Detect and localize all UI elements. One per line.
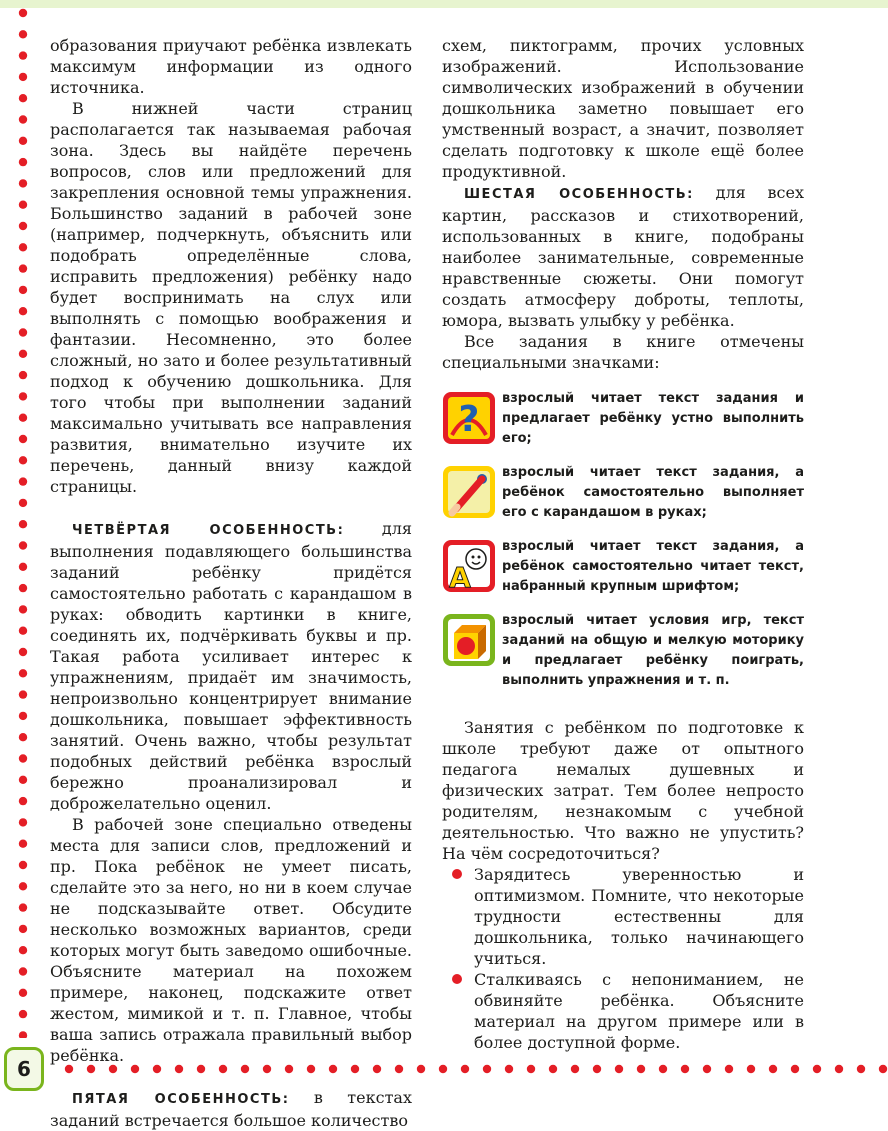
border-dot: [19, 840, 27, 848]
border-dot: [593, 1065, 601, 1073]
border-dot: [19, 1031, 27, 1038]
border-dot: [19, 946, 27, 954]
legend-text: взрослый читает текст задания, а ребёнок самостоятельно выполняет его с карандашом в руках;: [502, 465, 804, 520]
border-dot: [19, 73, 27, 81]
border-dot: [19, 264, 27, 272]
question-mark-icon: [442, 391, 496, 445]
paragraph: [442, 182, 804, 331]
right-column: [442, 35, 804, 1053]
border-dot: [19, 541, 27, 549]
paragraph: В рабочей зоне специально отведены места для записи слов, предложений и пр. Пока ребёнок не умеет писать, сделайте это за него, но ни в коем случае не подсказывайте ответ. Обсудите несколько возможных вариантов, среди которых могут быть заведомо ошибочные. Объясните материал на похожем примере, наконец, подскажите ответ жестом, мимикой и т. п. Главное, чтобы ваша запись отражала правильный выбор ребёнка.: [50, 815, 412, 1065]
border-dot: [19, 137, 27, 145]
paragraph: [50, 1087, 412, 1131]
border-dot: [505, 1065, 513, 1073]
border-dot: [879, 1065, 887, 1073]
border-dot: [19, 477, 27, 485]
border-dot: [19, 222, 27, 230]
border-dot: [19, 967, 27, 975]
border-dot: [659, 1065, 667, 1073]
border-dot: [19, 179, 27, 187]
top-band: [0, 0, 888, 8]
border-dot: [19, 350, 27, 358]
advice-list: [442, 864, 804, 1053]
section-heading: ЧЕТВЁРТАЯ ОСОБЕННОСТЬ:: [72, 523, 345, 538]
border-dot: [19, 30, 27, 38]
border-dot: [461, 1065, 469, 1073]
border-dot: [19, 435, 27, 443]
border-dot: [571, 1065, 579, 1073]
border-dot: [19, 520, 27, 528]
border-dot: [19, 584, 27, 592]
border-dot: [19, 94, 27, 102]
bullet-icon: [452, 869, 462, 879]
border-dot: [19, 861, 27, 869]
border-dot: [835, 1065, 843, 1073]
border-dot: [681, 1065, 689, 1073]
border-dot: [769, 1065, 777, 1073]
border-dot: [19, 9, 27, 17]
paragraph: В нижней части страниц располагается так называемая рабочая зона. Здесь вы найдёте перечень вопросов, слов или предложений для закрепления основной темы упражнения. Большинство заданий в рабочей зоне (например, подчеркнуть, объяснить или подобрать определённые слова, исправить предложения) ребёнку надо будет воспринимать на слух или выполнять с помощью воображения и фантазии. Несомненно, это более сложный, но зато и более результативный подход к обучению дошкольника. Для того чтобы при выполнении заданий максимально учитывать все направления развития, внимательно изучите их перечень, данный внизу каждой страницы.: [50, 99, 412, 496]
legend-text: взрослый читает условия игр, текст заданий на общую и мелкую моторику и предлагает ребёнку поиграть, выполнить упражнения и т. п.: [502, 613, 804, 688]
border-dot: [19, 51, 27, 59]
border-dot: [747, 1065, 755, 1073]
paragraph-text: для всех картин, рассказов и стихотворений, использованных в книге, подобраны наиболее занимательные, современные нравственные сюжеты. Они помогут создать атмосферу доброты, теплоты, юмора, вызвать улыбку у ребёнка.: [442, 183, 804, 330]
bullet-icon: [452, 974, 462, 984]
border-dot: [19, 818, 27, 826]
border-dot: [615, 1065, 623, 1073]
left-dot-border: [18, 8, 28, 1038]
border-dot: [417, 1065, 425, 1073]
border-dot: [19, 925, 27, 933]
border-dot: [857, 1065, 865, 1073]
legend-text: взрослый читает текст задания и предлагает ребёнку устно выполнить его;: [502, 391, 804, 446]
border-dot: [439, 1065, 447, 1073]
paragraph: схем, пиктограмм, прочих условных изображений. Использование символических изображений в обучении дошкольника заметно повышает его умственный возраст, а значит, позволяет сделать подготовку к школе ещё более продуктивной.: [442, 36, 804, 181]
svg-text:?: ?: [458, 399, 480, 440]
border-dot: [19, 1010, 27, 1018]
border-dot: [703, 1065, 711, 1073]
legend-item-oral: [442, 389, 804, 449]
border-dot: [19, 414, 27, 422]
paragraph-text: в текстах заданий встречается большое количество: [50, 1088, 412, 1130]
border-dot: [19, 115, 27, 123]
list-item: [442, 864, 804, 969]
legend-text: взрослый читает текст задания, а ребёнок самостоятельно читает текст, набранный крупным шрифтом;: [502, 539, 804, 594]
border-dot: [19, 903, 27, 911]
border-dot: [19, 690, 27, 698]
page-number: 6: [4, 1047, 44, 1091]
border-dot: [19, 776, 27, 784]
list-item-text: Зарядитесь уверенностью и оптимизмом. Помните, что некоторые трудности естественны для дошкольника, только начинающего учиться.: [474, 865, 804, 968]
section-heading: ПЯТАЯ ОСОБЕННОСТЬ:: [72, 1092, 290, 1107]
border-dot: [19, 456, 27, 464]
border-dot: [19, 989, 27, 997]
list-item: [442, 969, 804, 1053]
border-dot: [19, 797, 27, 805]
border-dot: [637, 1065, 645, 1073]
border-dot: [19, 371, 27, 379]
paragraph-text: для выполнения подавляющего большинства заданий ребёнку придётся самостоятельно работать с карандашом в руках: обводить картинки в книге, соединять их, подчёркивать буквы и пр. Такая работа усиливает интерес к упражнениям, придаёт им значимость, непроизвольно концентрирует внимание дошкольника, повышает эффективность занятий. Очень важно, чтобы результат подобных действий ребёнка взрослый бережно проанализировал и доброжелательно оценил.: [50, 519, 412, 813]
border-dot: [19, 733, 27, 741]
border-dot: [19, 307, 27, 315]
paragraph: образования приучают ребёнка извлекать максимум информации из одного источника.: [50, 36, 412, 97]
border-dot: [19, 754, 27, 762]
border-dot: [527, 1065, 535, 1073]
border-dot: [725, 1065, 733, 1073]
border-dot: [813, 1065, 821, 1073]
legend-item-pencil: [442, 463, 804, 523]
list-item-text: Сталкиваясь с непониманием, не обвиняйте ребёнка. Объясните материал на другом примере или в более доступной форме.: [474, 970, 804, 1052]
section-heading: ШЕСТАЯ ОСОБЕННОСТЬ:: [464, 187, 694, 202]
border-dot: [791, 1065, 799, 1073]
pencil-icon: [442, 465, 496, 519]
border-dot: [19, 669, 27, 677]
border-dot: [19, 712, 27, 720]
left-column: [50, 35, 412, 1131]
border-dot: [19, 392, 27, 400]
cube-ball-icon: [442, 613, 496, 667]
border-dot: [19, 158, 27, 166]
border-dot: [19, 627, 27, 635]
icon-letter: A: [449, 561, 471, 593]
border-dot: [19, 286, 27, 294]
border-dot: [19, 499, 27, 507]
border-dot: [483, 1065, 491, 1073]
border-dot: [19, 563, 27, 571]
border-dot: [19, 605, 27, 613]
paragraph: Занятия с ребёнком по подготовке к школе требуют даже от опытного педагога немалых душевных и физических затрат. Тем более непросто родителям, незнакомым с учебной деятельностью. Что важно не упустить? На чём сосредоточиться?: [442, 718, 804, 863]
border-dot: [19, 328, 27, 336]
border-dot: [549, 1065, 557, 1073]
border-dot: [19, 243, 27, 251]
legend-item-play: [442, 611, 804, 691]
paragraph: [50, 518, 412, 814]
border-dot: [19, 882, 27, 890]
border-dot: [19, 201, 27, 209]
paragraph: Все задания в книге отмечены специальными значками:: [442, 332, 804, 372]
letter-a-smiley-icon: [442, 539, 496, 593]
legend-item-reading: [442, 537, 804, 597]
border-dot: [19, 648, 27, 656]
